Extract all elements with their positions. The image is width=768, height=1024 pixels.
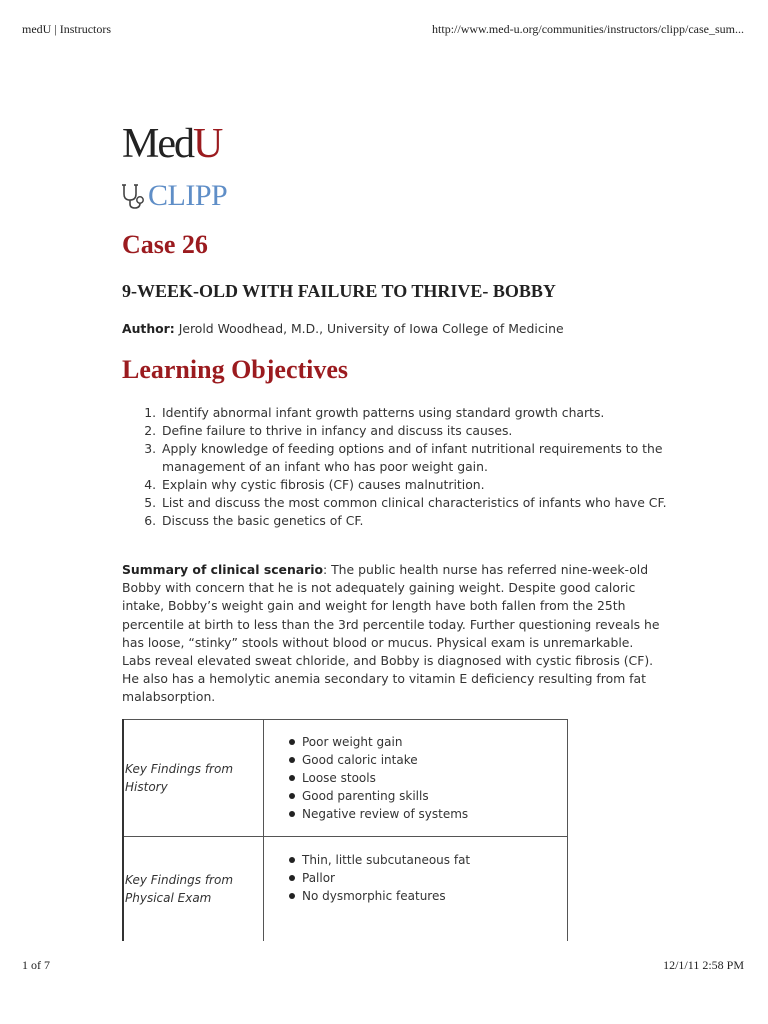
- findings-exam-cell: [264, 837, 568, 942]
- findings-exam-list: [278, 851, 567, 905]
- list-item: Loose stools: [302, 769, 567, 787]
- objective-item: 3. Apply knowledge of feeding options and of infant nutritional requirements to the management of an infant who has poor weight gain.: [160, 440, 700, 476]
- case-subtitle: 9-WEEK-OLD WITH FAILURE TO THRIVE- BOBBY: [122, 281, 556, 301]
- case-title: Case 26: [122, 230, 208, 259]
- objective-item: 2. Define failure to thrive in infancy and discuss its causes.: [160, 422, 700, 440]
- print-timestamp: 12/1/11 2:58 PM: [663, 958, 744, 972]
- medu-logo-main: Med: [122, 121, 193, 167]
- objective-item: 1. Identify abnormal infant growth patterns using standard growth charts.: [160, 404, 700, 422]
- author-label: Author:: [122, 321, 175, 336]
- list-item: Thin, little subcutaneous fat: [302, 851, 567, 869]
- author-line: [122, 321, 564, 336]
- medu-logo-u: U: [193, 121, 222, 167]
- findings-history-cell: [264, 720, 568, 837]
- list-item: Negative review of systems: [302, 805, 567, 823]
- list-item: Pallor: [302, 869, 567, 887]
- findings-exam-label: Key Findings from Physical Exam: [123, 837, 264, 942]
- list-item: Good parenting skills: [302, 787, 567, 805]
- list-item: Poor weight gain: [302, 733, 567, 751]
- author-value: Jerold Woodhead, M.D., University of Iowa College of Medicine: [178, 321, 564, 336]
- print-header-url: http://www.med-u.org/communities/instructors/clipp/case_sum...: [432, 22, 744, 36]
- clipp-logo-text: CLIPP: [148, 179, 228, 212]
- summary-text: : The public health nurse has referred nine-week-old Bobby with concern that he is not adequately gaining weight. Despite good caloric intake, Bobby’s weight gain and weight for length have both fallen from the 25th percentile at birth to less than the 3rd percentile today. Further questioning reveals he has loose, “stinky” stools without blood or mucus. Physical exam is unremarkable. Labs reveal elevated sweat chloride, and Bobby is diagnosed with cystic fibrosis (CF). He also has a hemolytic anemia secondary to vitamin E deficiency resulting from fat malabsorption.: [122, 562, 660, 705]
- objectives-heading: Learning Objectives: [122, 355, 349, 384]
- list-item: Good caloric intake: [302, 751, 567, 769]
- clipp-logo: [120, 180, 227, 212]
- objective-item: 6. Discuss the basic genetics of CF.: [160, 512, 700, 530]
- list-item: No dysmorphic features: [302, 887, 567, 905]
- objective-item: 4. Explain why cystic fibrosis (CF) causes malnutrition.: [160, 476, 700, 494]
- findings-history-list: [278, 733, 567, 823]
- table-row: [123, 837, 568, 942]
- table-row: [123, 720, 568, 837]
- objectives-list: [122, 404, 700, 530]
- stethoscope-icon: [120, 182, 146, 210]
- print-header-title: medU | Instructors: [22, 22, 112, 36]
- key-findings-table: [122, 719, 568, 941]
- objective-item: 5. List and discuss the most common clinical characteristics of infants who have CF.: [160, 494, 700, 512]
- clinical-summary: [122, 561, 662, 707]
- findings-history-label: Key Findings from History: [123, 720, 264, 837]
- medu-logo: [122, 122, 221, 166]
- summary-label: Summary of clinical scenario: [122, 562, 323, 577]
- page-count: 1 of 7: [22, 958, 50, 972]
